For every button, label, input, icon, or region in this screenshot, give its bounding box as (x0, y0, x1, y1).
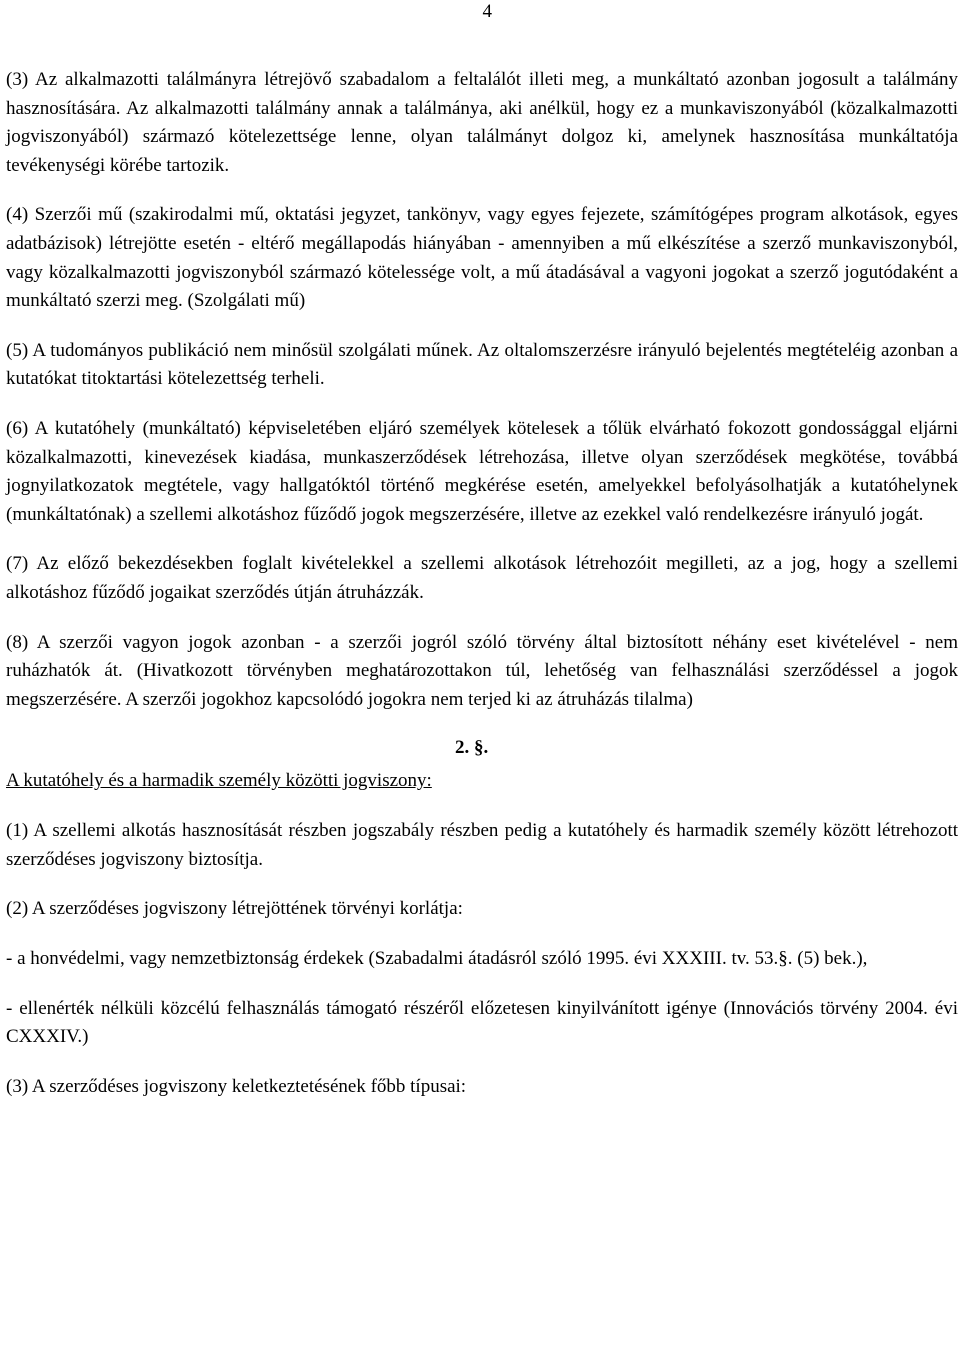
paragraph-8: (8) A szerzői vagyon jogok azonban - a szerzői jogról szóló törvény által biztosított néhány eset kivételével - nem ruházhatók át. (Hivatkozott törvényben meghatározottakon túl, lehetőség van felhasználási szerződéssel a jogok megszerzésére. A szerzői jogokhoz kapcsolódó jogokra nem terjed ki az átruházás tilalma) (6, 631, 958, 710)
section-paragraph-1: (1) A szellemi alkotás hasznosítását részben jogszabály részben pedig a kutatóhely és harmadik személy között létrehozott szerződéses jogviszony biztosítja. (6, 820, 958, 870)
section-title: A kutatóhely és a harmadik személy közötti jogviszony: (6, 770, 432, 792)
document-body (6, 66, 958, 1122)
section-paragraph-2: (2) A szerződéses jogviszony létrejöttének törvényi korlátja: (6, 898, 463, 920)
paragraph-5: (5) A tudományos publikáció nem minősül szolgálati műnek. Az oltalomszerzésre irányuló bejelentés megtételéig azonban a kutatókat titoktartási kötelezettség terheli. (6, 339, 958, 390)
section-number: 2. §. (455, 737, 489, 759)
list-item-public-use: - ellenérték nélküli közcélú felhasználás támogató részéről előzetesen kinyilvánított igénye (Innovációs törvény 2004. évi CXXXIV.) (6, 997, 958, 1048)
paragraph-3: (3) Az alkalmazotti találmányra létrejövő szabadalom a feltalálót illeti meg, a munkáltató azonban jogosult a találmány hasznosítására. Az alkalmazotti találmány annak a találmánya, aki anélkül, hogy ez a munkaviszonyából (közalkalmazotti jogviszonyából) származó kötelezettsége lenne, olyan találmányt dolgoz ki, amelynek hasznosítása munkáltatója tevékenységi körébe tartozik. (6, 69, 958, 176)
page-number: 4 (482, 1, 492, 22)
list-item-defense: - a honvédelmi, vagy nemzetbiztonság érdekek (Szabadalmi átadásról szóló 1995. évi XXXIII. tv. 53.§. (5) bek.), (6, 948, 868, 970)
section-paragraph-3: (3) A szerződéses jogviszony keletkeztetésének főbb típusai: (6, 1075, 467, 1097)
paragraph-6: (6) A kutatóhely (munkáltató) képviseletében eljáró személyek kötelesek a tőlük elvárható fokozott gondossággal eljárni közalkalmazotti, kinevezések kiadása, munkaszerződések létrehozása, illetve olyan szerződések megkötése, továbbá jognyilatkozatok megtétele, vagy hallgatóktól történő megkérése esetén, amelyekkel befolyásolhatják a kutatóhelynek (munkáltatónak) a szellemi alkotáshoz fűződő jogok megszerzésére, illetve az ezekkel való rendelkezésre irányuló jogát. (6, 417, 958, 525)
paragraph-7: (7) Az előző bekezdésekben foglalt kivételekkel a szellemi alkotások létrehozóit megilleti, az a jog, hogy a szellemi alkotáshoz fűződő jogaikat szerződés útján átruházzák. (6, 553, 958, 603)
paragraph-4: (4) Szerzői mű (szakirodalmi mű, oktatási jegyzet, tankönyv, vagy egyes fejezete, számítógépes program alkotások, egyes adatbázisok) létrejötte esetén - eltérő megállapodás hiányában - amennyiben a mű elkészítése a szerző munkaviszonyból, vagy közalkalmazotti jogviszonyból származó kötelessége volt, a mű átadásával a vagyoni jogokat a szerző jogutódaként a munkáltató szerzi meg. (Szolgálati mű) (6, 204, 958, 312)
